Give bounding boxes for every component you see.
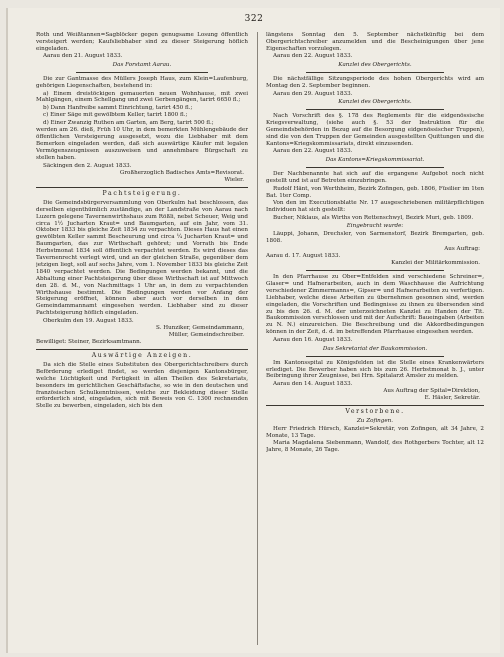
section-rule xyxy=(36,187,248,188)
kriegskommissariat-signature: Das Kantons=Kriegskommissariat. xyxy=(325,157,425,164)
spital-signature-1: Aus Auftrag der Spital=Direktion, xyxy=(383,388,480,395)
militaer-date: Aarau d. 17. August 1833. xyxy=(266,252,341,259)
militaer-notice-2: Von den im Executionsblatte Nr. 17 ausgeschriebenen militärpflichtigen Individuen hat sich gestellt: xyxy=(266,200,484,213)
separator-rule xyxy=(306,356,444,357)
forstamt-signature: Das Forstamt Aarau. xyxy=(112,62,172,69)
kanzlei-obergericht-signature-1: Kanzlei des Obergerichts. xyxy=(338,62,412,69)
gant-notice-intro: Die zur Gantmasse des Müllers Joseph Haus, zum Klein=Laufenburg, gehörigen Liegenschaften, bestehend in: xyxy=(36,76,248,90)
section-heading-auswaertige-anzeigen: Auswärtige Anzeigen. xyxy=(91,352,193,359)
substitut-notice-body: Da sich die Stelle eines Substituten des Obergerichtschreibers durch Beförderung erlediget findet, so werden diejenigen Kantonsbürger, welche Lüchtigkeit und Fertigkeit in allen Theilen des Sekretariats, besonders im gerichtlichen Geschäftsfache, so wie in den deutschen und französischen Schulkenntnissen, welche zur Bekleidung dieser Stelle erforderlich sind, eingeladen, sich mit Beweis von C. 1300 rechnenden Stelle zu bewerben, eingeladen, sich bis den xyxy=(36,361,248,410)
sitzung-notice: Die nächstfällige Sitzungsperiode des hohen Obergerichts wird am Montag den 2. September beginnen. xyxy=(266,76,484,90)
kriegsverwaltung-notice: Nach Vorschrift des §. 178 des Reglements für die eidgenössische Kriegsverwaltung, (siehe auch §. 53 der Instruktion für die Gemeindsbehörden in Bezug auf die Besorgung eidgenössischer Truppen), sind die von den Truppen der Gemeinden ausgestellten Quittungen und die Kantons=Kriegskommissariats, direkt einzusenden. xyxy=(266,113,484,147)
baukommission-signature: Das Sekretariat der Baukommission. xyxy=(322,345,428,352)
hunziker-signature: S. Hunziker, Gemeindammann, xyxy=(156,325,244,332)
column-divider xyxy=(257,32,258,645)
section-heading-verstorbene: Verstorbene. xyxy=(345,408,405,416)
auftrag-label: Aus Auftrag: xyxy=(444,245,480,252)
left-column xyxy=(36,32,248,645)
gant-notice-body: werden am 26. dieß, Früh 10 Uhr, in dem bemerkten Mühlengebäude der öffentlichen Versteigerung ausgesetzt, wozu die Liebhaber mit dem Bemerken eingeladen werden, daß sich auswärtige Käufer mit legalen Vermögenszeugnissen auszuweisen und annehmbare Bürgschaft zu stellen haben. xyxy=(36,127,248,162)
eingebracht-subheading: Eingebracht wurde: xyxy=(346,223,404,230)
militaer-person-1: Rudolf Hänt, von Werthheim, Bezirk Zofingen, geb. 1806, Füsilier im 1ten Bat. 1ter Comp. xyxy=(266,185,484,199)
pacht-date: Oberkulm den 19. August 1833. xyxy=(43,317,134,324)
separator-rule xyxy=(306,72,444,73)
revisorat-name: Wieler. xyxy=(224,176,244,183)
spital-date: Aarau den 14. August 1833. xyxy=(273,380,353,387)
sitzung-date: Aarau den 29. August 1833. xyxy=(273,90,353,97)
newspaper-page xyxy=(6,8,500,653)
section-heading-pachtsteigerung: Pachtsteigerung. xyxy=(102,189,182,197)
spital-notice: Im Kantonsspital zu Königsfelden ist die Stelle eines Krankenwärters erlediget. Die Bewerber haben sich bis zum 26. Herbstmonat b. J., unter Beibringung ihrer Zeugnisse, bei Hrn. Spitalarzt Amsler zu melden. xyxy=(266,359,484,380)
gant-item-b: b) Dann Hanfreibe sammt Einrichtung, tarirt 450 fl.; xyxy=(43,104,193,111)
death-entry-2: Maria Magdalena Siebenmann, Wandolf, des Rothgerbers Tochter, alt 12 Jahre, 8 Monate, 26 Tage. xyxy=(266,440,484,454)
gant-item-c: c) Einer Säge mit gewölbtem Keller, tarirt 1800 fl.; xyxy=(43,112,188,119)
mueller-signature: Müller, Gemeindschreiber. xyxy=(168,332,244,339)
right-column xyxy=(266,32,484,645)
pfarrhaus-date: Aarau den 16. August 1833. xyxy=(273,336,353,343)
pfarrhaus-notice: In den Pfarrhause zu Ober=Entfelden sind verschiedene Schreiner=, Glaser= und Hafnerarbeiten, auch in dem Waschhause die Aufrichtung verschiedener Zimmermanns=, Gipser= und Hafnerarbeiten zu verfertigen. Liebhaber, welche diese Arbeiten zu übernehmen gesonnen sind, werden eingeladen, die Vorschriften und Bedingnisse zu ihnen zu übersenden sind zu bis den 26. d. M. der unterzeichneten Kanzlei zu Handen der Tit. Baukommission verschlossen und mit der Aufschrift: Baueingaben (Arbeiten zu N. N.) einzureichen. Die Beschreibung und die Akkordbedingungen können in der Zeit, d. d. im betreffenden Pfarrhause eingesehen werden. xyxy=(266,274,484,336)
substitut-notice-end: längstens Sonntag den 5. September nächstkünftig bei dem Obergerichtschreiber anzumelden und die Bescheinigungen über jene Eigenschaften vorzulegen. xyxy=(266,32,484,52)
separator-rule xyxy=(306,167,444,168)
substitut-date: Aarau den 22. August 1833. xyxy=(273,53,353,60)
page-number: 322 xyxy=(244,14,264,24)
forstamt-notice-end: Roth und Weißtannen=Sagblöcker gegen genugsame Losung öffentlich versteigert werden; Kaufsliebhaber sind zu dieser Steigerung höflich eingeladen. xyxy=(36,32,248,52)
separator-rule xyxy=(76,72,208,73)
pacht-bewilligt: Bewilliget: Steiner, Bezirksamtmann. xyxy=(36,339,142,346)
gant-date: Säckingen den 2. August 1833. xyxy=(43,162,132,169)
separator-rule xyxy=(306,109,444,110)
section-rule xyxy=(36,349,248,350)
spital-signature-2: E. Häsler, Sekretär. xyxy=(424,395,480,402)
revisorat-signature: Großherzoglich Badisches Amts=Revisorat. xyxy=(119,170,244,177)
death-entry-1: Herr Friedrich Hürsch, Kanzlei=Sekretär, von Zofingen, alt 34 Jahre, 2 Monate, 13 Tage. xyxy=(266,426,484,439)
zofingen-subheading: Zu Zofingen. xyxy=(356,418,394,425)
kriegsverwaltung-date: Aarau den 22. August 1833. xyxy=(273,148,353,155)
gant-item-d: d) Einer Zwanzig Ruthen am Garten, am Berg, tarirt 500 fl.; xyxy=(43,119,214,126)
section-rule xyxy=(266,405,484,406)
militaer-person-3: Läuppi, Johann, Drechsler, von Sarmenstorf, Bezirk Bremgarten, geb. 1808. xyxy=(266,231,484,245)
kanzlei-obergericht-signature-2: Kanzlei des Obergerichts. xyxy=(338,99,412,106)
militaer-person-2: Bucher, Niklaus, als Wirths von Rettenschwyl, Bezirk Muri, geb. 1809. xyxy=(273,214,474,221)
forstamt-date: Aarau den 21. August 1833. xyxy=(43,53,123,60)
militaerkommission-signature: Kanzlei der Militärkommission. xyxy=(391,260,480,267)
separator-rule xyxy=(306,270,444,271)
militaer-notice: Der Nachbenannte hat sich auf die ergangene Aufgebot noch nicht gestellt und ist auf Betreten einzubringen. xyxy=(266,171,484,185)
gant-item-a: a) Einem dreistöckigen gemauerten neuen Wohnhause, mit zwei Mahlgängen, einem Schellgang und zwei Gerbengängen, tarirt 6650 fl.; xyxy=(36,90,248,104)
pacht-notice-body: Die Gemeindsbürgerversammlung von Oberkulm hat beschlossen, das derselben eigenthümlich zuständige, an der Landstraße von Aarau nach Luzern gelegene Tavernenwirthshaus zum Rößli, nebst Scheuer, Weig und circa 1½ Jucharten Kraut= und Baumgarten, auf ein Jahr, vom 31. Oktober 1833 bis gleiche Zeit 1834 zu verpachten. Dieses Haus hat einen gewölbten Keller sammt Bescheurung und circa ¼ Jucharten Kraut= und Baumgarten, das zur Wirthschaft gehöret; und Vorrath bis Ende Herbstmonat 1834 soll öffentlich verpachtet werden. Es wird dieses das Tavernenrecht verlegt wird, und an der gleichen Straße, gegenüber dem jetzigen liegt, soll auf sechs Jahre, vom 1. November 1833 bis gleiche Zeit 1840 verpachtet werden. Die Bedingungen werden bekannt, und die Abhaltung einer Pachtsteigerung über diese Wirthschaft ist auf Mittwoch den 28. d. M., von Nachmittags 1 Uhr an, in dem zu verpachtenden Wirthshause bestimmt. Die Bedingungen werden vor Anfang der Steigerung eröffnet, können aber auch vor derselben in dem Gemeindammannamt eingesehen werden. Liebhaber sind zu dieser Pachtsteigerung höflich eingeladen. xyxy=(36,199,248,317)
